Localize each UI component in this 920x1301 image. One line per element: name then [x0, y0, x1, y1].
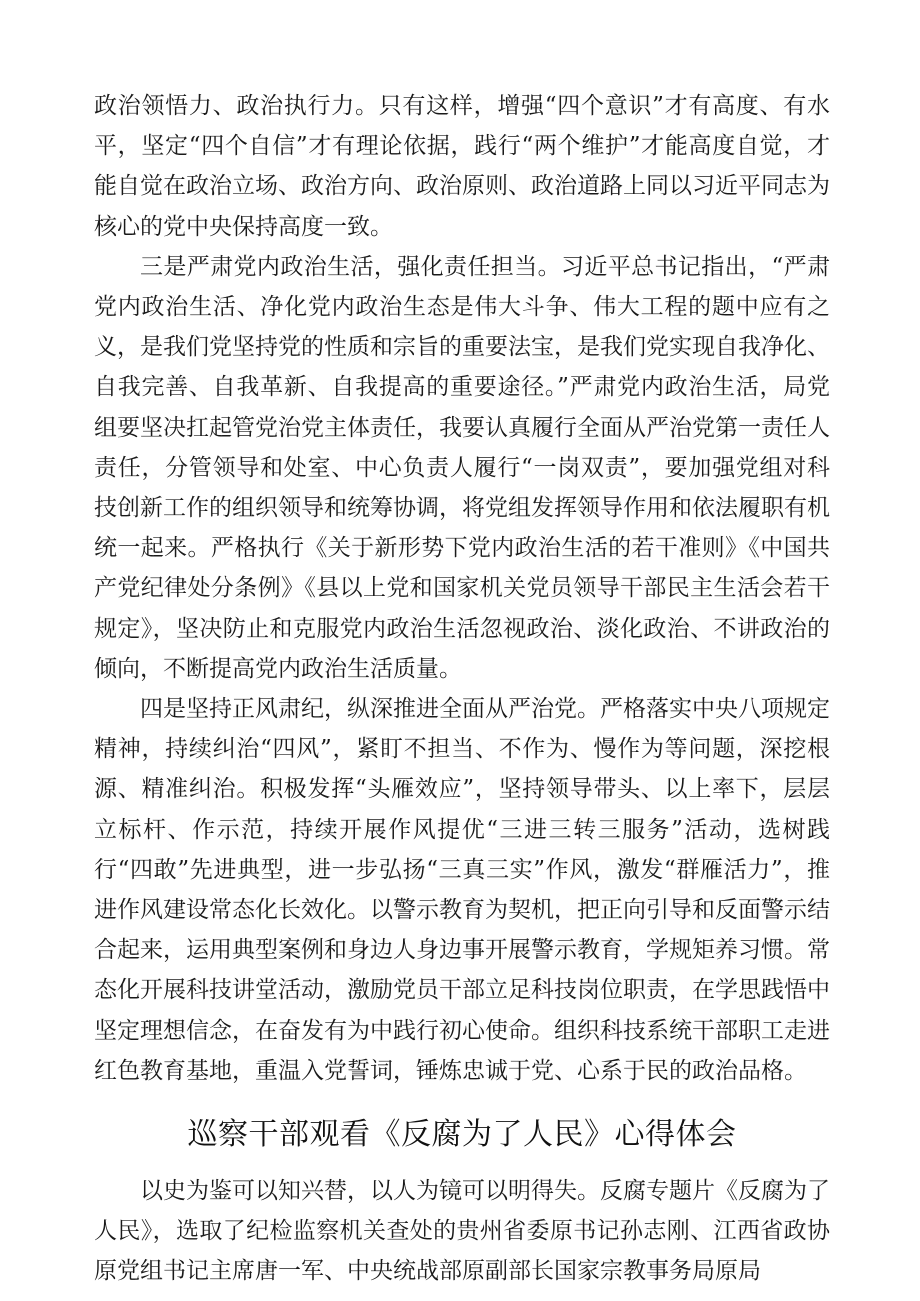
- paragraph-discipline: 四是坚持正风肃纪，纵深推进全面从严治党。严格落实中央八项规定精神，持续纠治“四风”，紧盯不担当、不作为、慢作为等问题，深挖根源、精准纠治。积极发挥“头雁效应”，坚持领导带头、以上率下，层层立标杆、作示范，持续开展作风提优“三进三转三服务”活动，选树践行“四敢”先进典型，进一步弘扬“三真三实”作风，激发“群雁活力”，推进作风建设常态化长效化。以警示教育为契机，把正向引导和反面警示结合起来，运用典型案例和身边人身边事开展警示教育，学规矩养习惯。常态化开展科技讲堂活动，激励党员干部立足科技岗位职责，在学思践悟中坚定理想信念，在奋发有为中践行初心使命。组织科技系统干部职工走进红色教育基地，重温入党誓词，锤炼忠诚于党、心系于民的政治品格。: [94, 696, 830, 1084]
- document-body: [94, 86, 830, 1292]
- paragraph-strict-party-life: 三是严肃党内政治生活，强化责任担当。习近平总书记指出，“严肃党内政治生活、净化党内政治生态是伟大斗争、伟大工程的题中应有之义，是我们党坚持党的性质和宗旨的重要法宝，是我们党实现自我净化、自我完善、自我革新、自我提高的重要途径。”严肃党内政治生活，局党组要坚决扛起管党治党主体责任，我要认真履行全面从严治党第一责任人责任，分管领导和处室、中心负责人履行“一岗双责”，要加强党组对科技创新工作的组织领导和统筹协调，将党组发挥领导作用和依法履职有机统一起来。严格执行《关于新形势下党内政治生活的若干准则》《中国共产党纪律处分条例》《县以上党和国家机关党员领导干部民主生活会若干规定》，坚决防止和克服党内政治生活忽视政治、淡化政治、不讲政治的倾向，不断提高党内政治生活质量。: [94, 253, 830, 682]
- paragraph-continuation: 政治领悟力、政治执行力。只有这样，增强“四个意识”才有高度、有水平，坚定“四个自信”才有理论依据，践行“两个维护”才能高度自觉，才能自觉在政治立场、政治方向、政治原则、政治道路上同以习近平同志为核心的党中央保持高度一致。: [94, 93, 830, 240]
- section-heading: 巡察干部观看《反腐为了人民》心得体会: [187, 1117, 737, 1153]
- paragraph-intro: 以史为鉴可以知兴替，以人为镜可以明得失。反腐专题片《反腐为了人民》，选取了纪检监察机关查处的贵州省委原书记孙志刚、江西省政协原党组书记主席唐一军、中央统战部原副部长国家宗教事务局原局: [94, 1178, 830, 1285]
